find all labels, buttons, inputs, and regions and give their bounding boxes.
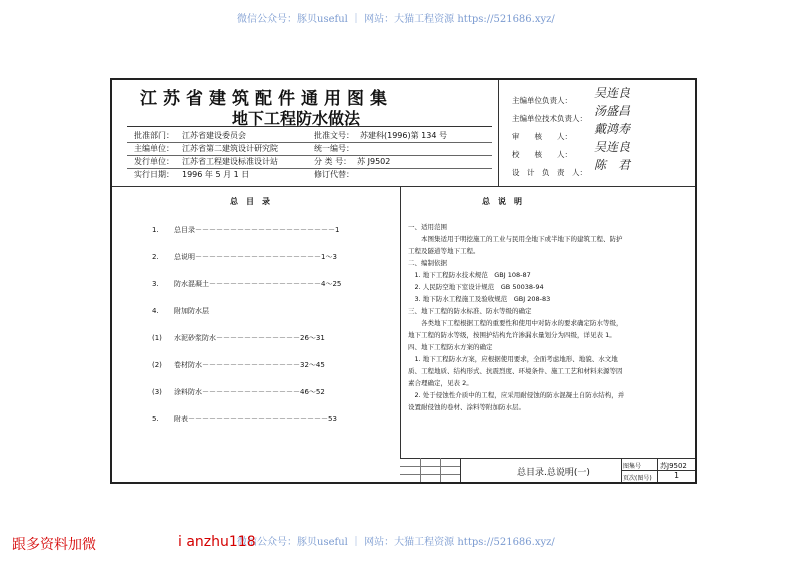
meta-row-approval-no: 批准文号： 苏建科(1996)第 134 号 — [314, 131, 447, 140]
signature-block — [512, 86, 631, 178]
watermark-top: 微信公众号：豚贝useful ｜ 网站：大猫工程资源 https://521686.xyz/ — [237, 14, 555, 25]
notes-line: 2. 人民防空地下室设计规范 GB 50038-94 — [408, 283, 544, 291]
page-label: 页次(图号) — [623, 475, 652, 482]
body-divider — [400, 186, 401, 458]
signature-row-design: 设 计 负 责 人： 陈 君 — [512, 158, 631, 177]
toc-item: 5. 附表－－－－－－－－－－－－－－－－－－－－53 — [152, 415, 337, 423]
notes-line: 二、编制依据 — [408, 259, 447, 267]
toc-item: 4. 附加防水层 — [152, 307, 209, 315]
toc-item: 3. 防水混凝土－－－－－－－－－－－－－－－－4～25 — [152, 280, 342, 288]
notes-title: 总说明 — [482, 197, 530, 206]
set-label: 图集号 — [623, 463, 642, 470]
header-divider — [498, 80, 499, 186]
signature-row-review: 审 核 人： 戴鸿寿 — [512, 122, 631, 141]
signature-chief: 吴连良 — [594, 86, 631, 100]
notes-line: 1. 地下工程防水方案，应根据使用要求，全面考虑地形、地貌、水文地 — [408, 355, 618, 363]
notes-line: 三、地下工程的防水标准、防水等级的确定 — [408, 307, 532, 315]
toc-item: 1. 总目录－－－－－－－－－－－－－－－－－－－－1 — [152, 226, 340, 234]
watermark-bottom: 微信公众号：豚贝useful ｜ 网站：大猫工程资源 https://521686.xyz/ — [237, 537, 555, 548]
meta-row-date: 实行日期： 1996 年 5 月 1 日 — [134, 170, 250, 179]
meta-row-approver: 批准部门： 江苏省建设委员会 — [134, 131, 246, 140]
signature-check: 吴连良 — [594, 140, 631, 154]
notes-line: 设置耐侵蚀的卷材、涂料等附加防水层。 — [408, 403, 525, 411]
title-line2: 地下工程防水做法 — [232, 109, 361, 128]
notes-line: 一、适用范围 — [408, 223, 447, 231]
header-bottom-line — [112, 186, 695, 187]
notes-line: 质、工程地质、结构形式、抗震烈度、环境条件、施工工艺和材料来源等因 — [408, 367, 623, 375]
notes-line: 3. 地下防水工程施工及验收规范 GBJ 208-83 — [408, 295, 551, 303]
meta-row-class-no: 分 类 号： 苏 J9502 — [314, 157, 391, 166]
toc-list — [152, 225, 341, 441]
drawing-sheet — [110, 78, 697, 484]
set-value: 苏J9502 — [660, 462, 687, 470]
notes-line: 1. 地下工程防水技术规范 GBJ 108-87 — [408, 271, 531, 279]
footer-right-note: i anzhu118 — [178, 534, 256, 550]
notes-line: 地下工程的防水等级，按围护结构允许渗漏水量划分为四级，详见表 1。 — [408, 331, 616, 339]
footer-left-note: 跟多资料加微 — [12, 537, 96, 553]
toc-item: (3) 涂料防水－－－－－－－－－－－－－－46～52 — [152, 388, 325, 396]
notes-line: 工程及隧道等地下工程。 — [408, 247, 480, 255]
notes-line: 本图集适用于明挖施工的工业与民用全地下或半地下的建筑工程、防护 — [408, 235, 623, 243]
meta-left — [134, 130, 278, 182]
signature-tech: 汤盛昌 — [594, 104, 631, 118]
page-value: 1 — [674, 471, 680, 480]
drawing-title: 总目录.总说明(一) — [517, 468, 590, 478]
notes-line: 四、地下工程防水方案的确定 — [408, 343, 493, 351]
toc-item: (1) 水泥砂浆防水－－－－－－－－－－－－26～31 — [152, 334, 325, 342]
notes-line: 素合理确定，见表 2。 — [408, 379, 473, 387]
notes-line: 2. 处于侵蚀性介质中的工程，应采用耐侵蚀的防水混凝土自防水结构，并 — [408, 391, 625, 399]
title-block-top — [400, 458, 695, 459]
signature-review: 戴鸿寿 — [594, 122, 631, 136]
signature-row-tech: 主编单位技术负责人： 汤盛昌 — [512, 104, 631, 123]
signature-row-chief: 主编单位负责人： 吴连良 — [512, 86, 631, 105]
meta-row-publisher: 发行单位： 江苏省工程建设标准设计站 — [134, 157, 278, 166]
notes-body — [408, 222, 624, 414]
meta-row-unified-no: 统一编号： — [314, 144, 354, 153]
meta-mid — [314, 130, 447, 182]
signature-design: 陈 君 — [594, 158, 631, 172]
toc-item: (2) 卷材防水－－－－－－－－－－－－－－32～45 — [152, 361, 325, 369]
meta-row-editor: 主编单位： 江苏省第二建筑设计研究院 — [134, 144, 278, 153]
title-line1: 江苏省建筑配件通用图集 — [140, 89, 393, 109]
toc-title: 总目录 — [230, 197, 278, 206]
signature-row-check: 校 核 人： 吴连良 — [512, 140, 631, 159]
notes-line: 各类地下工程根据工程的重要性和使用中对防水的要求确定防水等级， — [408, 319, 623, 327]
toc-item: 2. 总说明－－－－－－－－－－－－－－－－－－1～3 — [152, 253, 337, 261]
meta-row-revision: 修订代替： — [314, 170, 354, 179]
